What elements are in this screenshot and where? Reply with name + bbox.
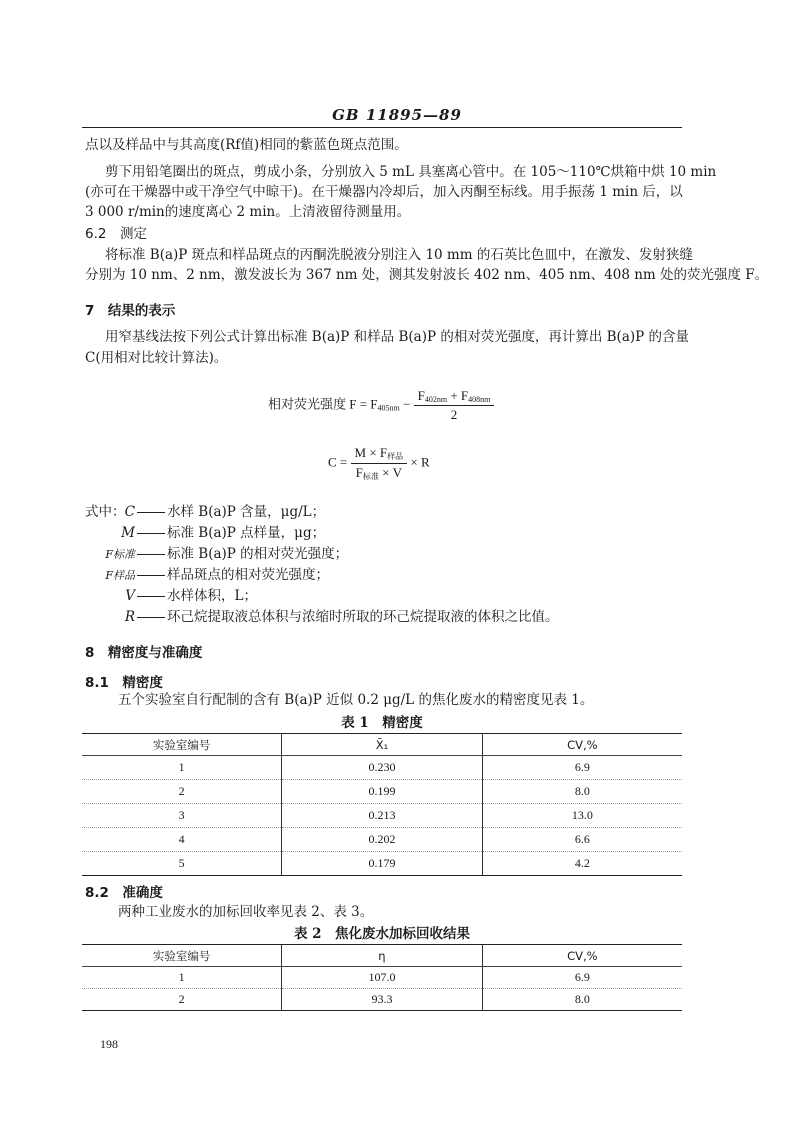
definition-item: F标准 标准 B(a)P 的相对荧光强度；	[105, 546, 349, 562]
table-row	[82, 967, 682, 989]
paragraph-line: (亦可在干燥器中或干净空气中晾干)。在干燥器内冷却后，加入丙酮至标线。用手振荡 1 min 后，以	[85, 184, 683, 200]
table-cell: 0.199	[282, 780, 482, 804]
table-cell: 3	[82, 804, 282, 828]
column-header: CV,%	[482, 734, 682, 756]
paragraph-continuation: 点以及样品中与其高度(Rf值)相同的紫蓝色斑点范围。	[85, 137, 408, 153]
column-header: 实验室编号	[82, 734, 282, 756]
formula-relative-fluorescence: 相对荧光强度 $F = F_{405nm}$ − $\frac{F_{402nm} + F_{408nm}}{2}$	[268, 388, 494, 423]
definition-item: V 水样体积，L；	[125, 588, 257, 604]
table-row	[82, 852, 682, 876]
definition-item: F样品 样品斑点的相对荧光强度；	[105, 567, 329, 583]
section-7-heading: 7 结果的表示	[85, 303, 176, 319]
table-cell: 93.3	[282, 989, 482, 1011]
table-row	[82, 780, 682, 804]
paragraph-line: 两种工业废水的加标回收率见表 2、表 3。	[118, 904, 374, 920]
table-2-caption: 表 2 焦化废水加标回收结果	[293, 926, 471, 942]
table-row	[82, 756, 682, 780]
table-row	[82, 828, 682, 852]
table-cell: 8.0	[482, 989, 682, 1011]
table-row	[82, 989, 682, 1011]
table-cell: 2	[82, 989, 282, 1011]
column-header: η	[282, 945, 482, 967]
table-cell: 2	[82, 780, 282, 804]
table-cell: 1	[82, 967, 282, 989]
header-rule	[82, 127, 682, 128]
definition-list	[85, 503, 559, 629]
paragraph-line: 五个实验室自行配制的含有 B(a)P 近似 0.2 μg/L 的焦化废水的精密度见表 1。	[118, 692, 594, 708]
table-cell: 6.9	[482, 756, 682, 780]
section-8-heading: 8 精密度与准确度	[85, 645, 203, 661]
definition-item: M 标准 B(a)P 点样量，μg；	[121, 525, 326, 541]
formula-content-c: C = $\frac{M \times F_{样品}}{F_{标准} \times V}$ × R	[328, 445, 430, 481]
paragraph-line: 分别为 10 nm、2 nm，激发波长为 367 nm 处，测其发射波长 402 nm、405 nm、408 nm 处的荧光强度 F。	[85, 267, 769, 283]
table-cell: 0.202	[282, 828, 482, 852]
section-8-2-heading: 8.2 准确度	[85, 885, 163, 901]
table-cell: 6.6	[482, 828, 682, 852]
column-header: X̄₁	[282, 734, 482, 756]
section-8-1-heading: 8.1 精密度	[85, 675, 163, 691]
table-1-caption: 表 1 精密度	[341, 715, 423, 731]
table-cell: 13.0	[482, 804, 682, 828]
recovery-table	[82, 944, 682, 1011]
page-number: 198	[100, 1037, 118, 1051]
table-cell: 107.0	[282, 967, 482, 989]
paragraph-line: 将标准 B(a)P 斑点和样品斑点的丙酮洗脱液分别注入 10 mm 的石英比色皿中，在激发、发射狭缝	[105, 247, 693, 263]
table-cell: 0.213	[282, 804, 482, 828]
table-row	[82, 804, 682, 828]
table-cell: 4.2	[482, 852, 682, 876]
table-cell: 0.179	[282, 852, 482, 876]
table-cell: 1	[82, 756, 282, 780]
table-cell: 8.0	[482, 780, 682, 804]
table-cell: 6.9	[482, 967, 682, 989]
defs-intro: 式中：	[85, 504, 126, 520]
definition-item: R 环己烷提取液总体积与浓缩时所取的环己烷提取液的体积之比值。	[124, 609, 559, 625]
table-cell: 0.230	[282, 756, 482, 780]
page-header: GB 11895—89	[332, 106, 462, 124]
table-cell: 5	[82, 852, 282, 876]
paragraph-line: C(用相对比较计算法)。	[85, 350, 228, 366]
column-header: 实验室编号	[82, 945, 282, 967]
column-header: CV,%	[482, 945, 682, 967]
section-6-2-heading: 6.2 测定	[85, 226, 147, 242]
precision-table	[82, 733, 682, 876]
paragraph-line: 3 000 r/min的速度离心 2 min。上清液留待测量用。	[85, 204, 411, 220]
paragraph-line: 剪下用铅笔圈出的斑点，剪成小条，分别放入 5 mL 具塞离心管中。在 105～110℃烘箱中烘 10 min	[105, 164, 717, 180]
paragraph-line: 用窄基线法按下列公式计算出标准 B(a)P 和样品 B(a)P 的相对荧光强度，再计算出 B(a)P 的含量	[105, 329, 690, 345]
definition-item: C 水样 B(a)P 含量，μg/L；	[124, 504, 326, 520]
table-cell: 4	[82, 828, 282, 852]
